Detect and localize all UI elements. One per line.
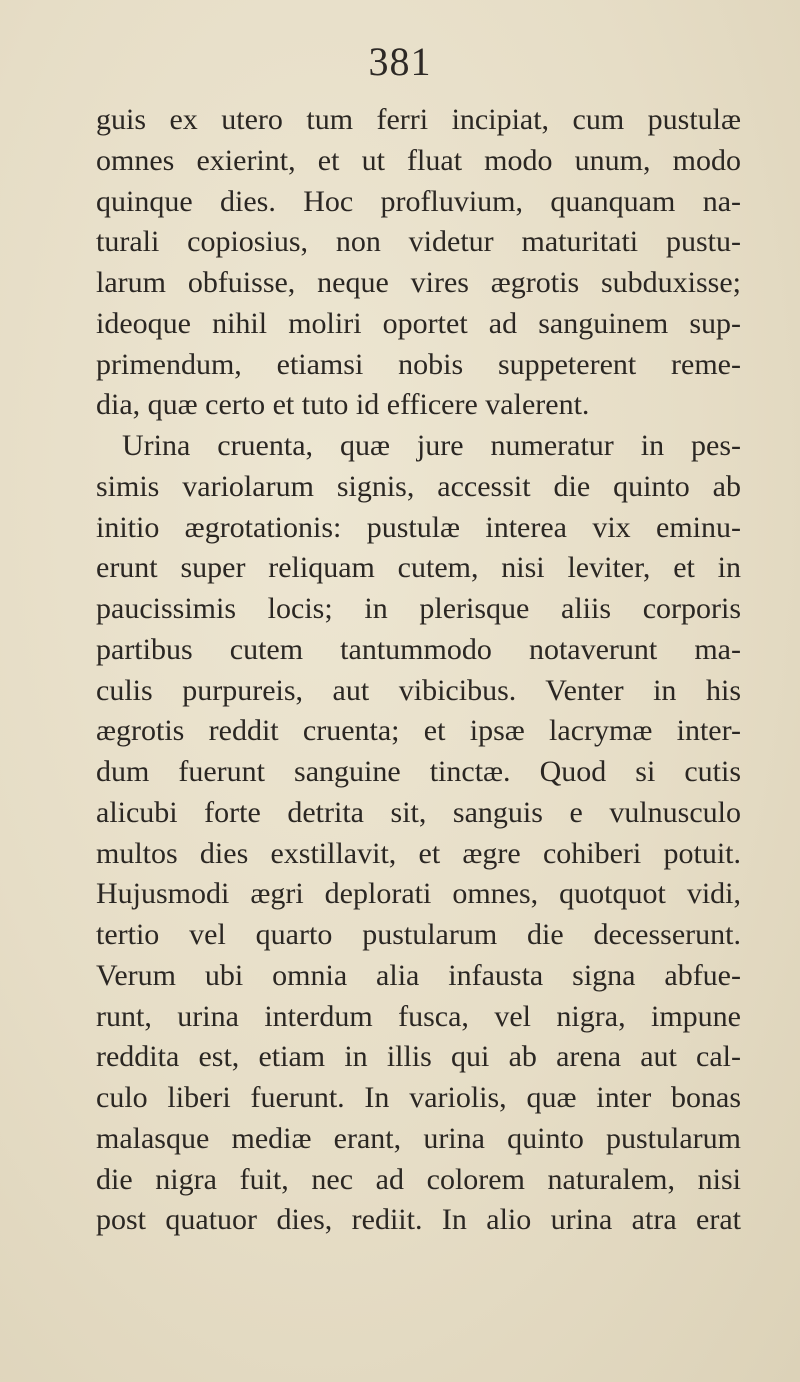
text-line: turali copiosius, non videtur maturitati pustu-	[96, 225, 741, 259]
text-line: multos dies exstillavit, et ægre cohiberi potuit.	[96, 836, 741, 870]
text-line: malasque mediæ erant, urina quinto pustularum	[96, 1121, 741, 1155]
paragraph-start-line: Urina cruenta, quæ jure numeratur in pes-	[122, 429, 741, 462]
text-line: larum obfuisse, neque vires ægrotis subduxisse;	[96, 266, 741, 299]
text-line: simis variolarum signis, accessit die quinto ab	[96, 469, 741, 503]
body-text	[96, 100, 741, 1241]
text-line: ægrotis reddit cruenta; et ipsæ lacrymæ inter-	[96, 714, 741, 748]
text-line: culis purpureis, aut vibicibus. Venter in his	[96, 673, 741, 707]
page-number: 381	[368, 39, 432, 84]
text-line: omnes exierint, et ut fluat modo unum, modo	[96, 143, 741, 177]
text-line: dia, quæ certo et tuto id efficere valerent.	[96, 388, 590, 422]
text-line: reddita est, etiam in illis qui ab arena aut cal-	[96, 1040, 741, 1074]
text-line: guis ex utero tum ferri incipiat, cum pustulæ	[96, 103, 741, 136]
text-line: initio ægrotationis: pustulæ interea vix eminu-	[96, 510, 741, 544]
text-line: alicubi forte detrita sit, sanguis e vulnusculo	[96, 795, 741, 829]
text-line: Hujusmodi ægri deplorati omnes, quotquot vidi,	[96, 877, 741, 911]
text-line: die nigra fuit, nec ad colorem naturalem, nisi	[96, 1162, 741, 1196]
text-line: erunt super reliquam cutem, nisi leviter, et in	[96, 551, 741, 585]
text-line: post quatuor dies, rediit. In alio urina atra erat	[96, 1203, 741, 1237]
text-line: culo liberi fuerunt. In variolis, quæ inter bonas	[96, 1081, 741, 1114]
text-line: paucissimis locis; in plerisque aliis corporis	[96, 592, 741, 625]
text-line: runt, urina interdum fusca, vel nigra, impune	[96, 999, 741, 1033]
text-line: primendum, etiamsi nobis suppeterent reme-	[96, 347, 741, 381]
text-line: Verum ubi omnia alia infausta signa abfue-	[96, 958, 741, 992]
text-line: dum fuerunt sanguine tinctæ. Quod si cutis	[96, 755, 741, 788]
text-line: tertio vel quarto pustularum die decesserunt.	[96, 918, 741, 951]
text-line: ideoque nihil moliri oportet ad sanguinem sup-	[96, 306, 741, 340]
text-line: partibus cutem tantummodo notaverunt ma-	[96, 632, 741, 666]
text-line: quinque dies. Hoc profluvium, quanquam na-	[96, 184, 741, 218]
